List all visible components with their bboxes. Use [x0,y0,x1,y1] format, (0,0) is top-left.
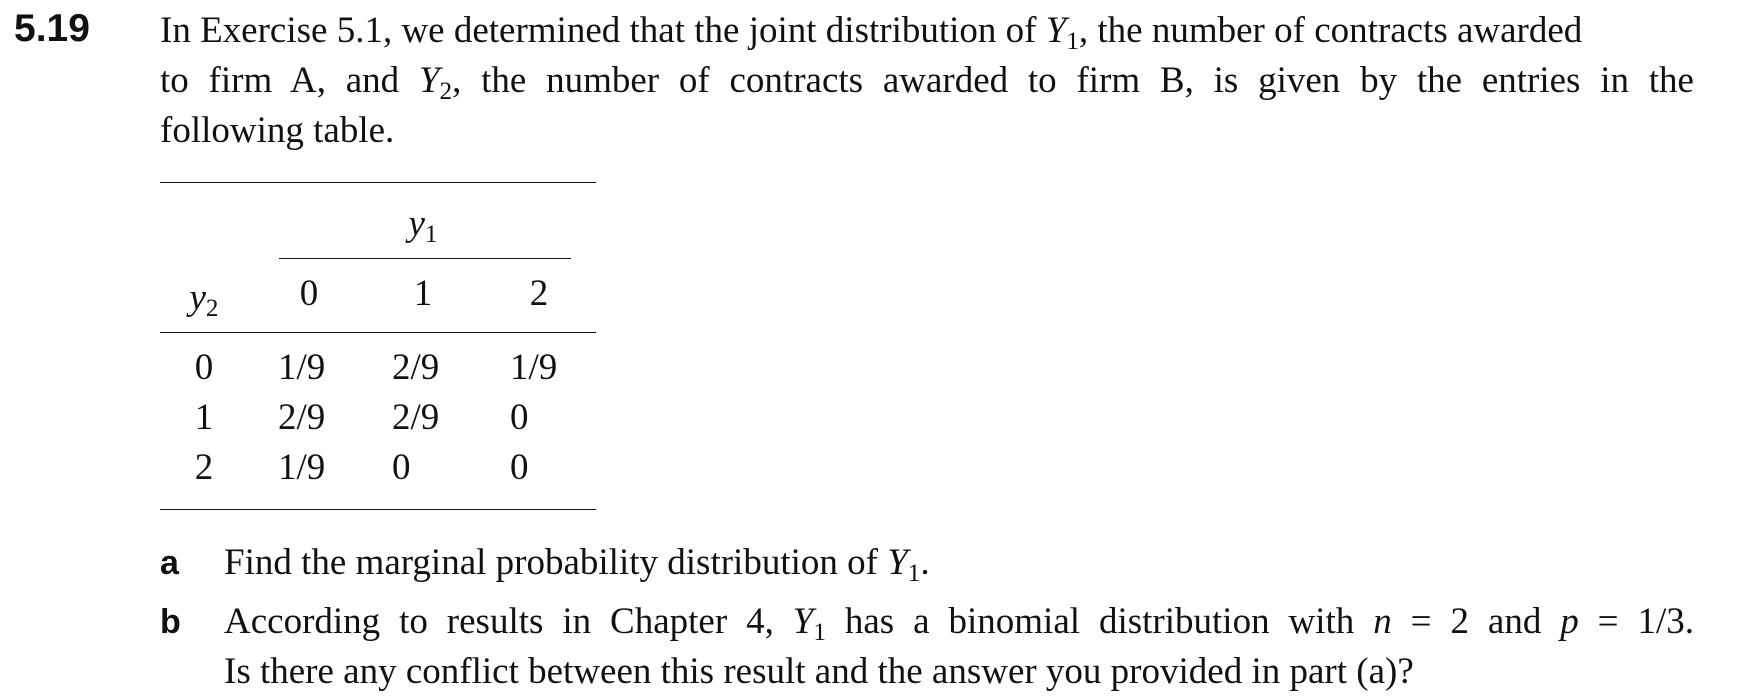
row-label: 0 [194,347,214,388]
exercise-number: 5.19 [14,7,90,50]
question-label: a [160,544,179,582]
question-label: b [160,603,181,641]
stem-line-2: to firm A, and $Y_2$, the number of contracts awarded to firm B, is given by the entries in the [160,60,1694,106]
table-top-rule [160,182,596,183]
table-cell: 2/9 [278,397,326,438]
question-a-text: Find the marginal probability distribution of $Y_1$. [224,542,930,588]
question-b-line-1: According to results in Chapter 4, $Y_1$ has a binomial distribution with n = 2 and p = 1/3. [224,601,1695,647]
table-cell: 1/9 [278,347,326,388]
question-b [160,597,1694,697]
table-cell: 0 [392,447,411,488]
column-spanner-rule [279,258,571,259]
question-b-line-2: Is there any conflict between this result and the answer you provided in part (a)? [224,651,1414,692]
table-cell: 1/9 [510,347,558,388]
table-cell: 2/9 [392,347,440,388]
column-variable-header: $y_1$ [408,203,438,249]
column-header: 1 [413,273,433,314]
table-cell: 2/9 [392,397,440,438]
question-list [160,538,1694,697]
table-cell: 1/9 [278,447,326,488]
row-variable-header: $y_2$ [189,277,219,323]
stem-line-3: following table. [160,110,395,151]
stem-line-1: In Exercise 5.1, we determined that the joint distribution of $Y_1$, the number of contracts awarded [160,10,1583,56]
table-cell: 0 [510,447,529,488]
column-header: 0 [299,273,319,314]
table-bottom-rule [160,509,596,510]
row-label: 2 [194,447,214,488]
column-header: 2 [529,273,549,314]
table-cell: 0 [510,397,529,438]
joint-distribution-table [160,182,596,514]
exercise-stem [160,6,1694,156]
question-a [160,538,1694,588]
row-label: 1 [194,397,214,438]
header-rule [160,332,596,333]
